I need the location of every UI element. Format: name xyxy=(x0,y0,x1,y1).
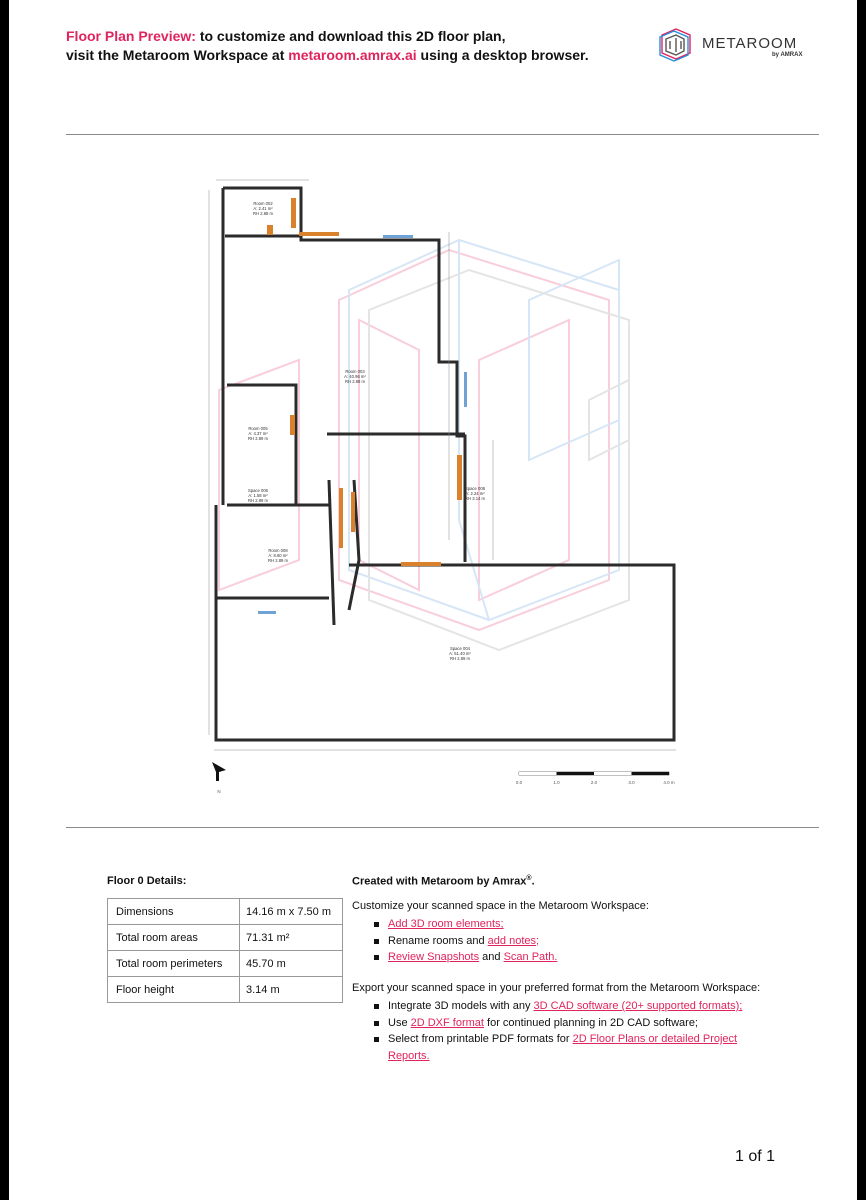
north-arrow xyxy=(212,762,226,794)
3d-cad-software-link[interactable]: 3D CAD software (20+ supported formats); xyxy=(533,1000,743,1012)
scale-label-4: 4.0 m xyxy=(663,780,675,785)
scale-label-1: 1.0 xyxy=(553,780,560,785)
created-title xyxy=(352,875,535,888)
walls xyxy=(216,188,674,740)
north-arrow-icon xyxy=(212,762,226,781)
top-divider xyxy=(66,134,819,135)
export-list xyxy=(371,998,771,1064)
room-003-height: RH 2.89 m xyxy=(344,379,366,384)
space-006-name: Space 006 xyxy=(247,488,269,493)
export-intro: Export your scanned space in your preferred format from the Metaroom Workspace: xyxy=(352,982,761,994)
room-003-name: Room 003 xyxy=(345,369,365,374)
metaroom-cube-icon xyxy=(654,25,696,65)
room-008-area: A: 8.60 m² xyxy=(268,553,288,558)
integrate-text: Integrate 3D models with any xyxy=(388,1000,534,1012)
list-item xyxy=(371,998,771,1015)
rename-text: Rename rooms and xyxy=(388,934,488,947)
customize-intro: Customize your scanned space in the Metaroom Workspace: xyxy=(352,900,649,912)
detail-label: Total room perimeters xyxy=(108,951,240,977)
space-006-area: A: 1.58 m² xyxy=(248,493,268,498)
created-title-text: Created with Metaroom by Amrax xyxy=(352,875,527,888)
created-title-end: . xyxy=(531,875,535,888)
room-005-area: A: 4.37 m² xyxy=(248,431,268,436)
detail-value: 45.70 m xyxy=(240,951,343,977)
logo-wordmark: METAROOM xyxy=(702,35,798,52)
room-002-name: Room 002 xyxy=(253,201,273,206)
space-008-area: A: 2.24 m² xyxy=(465,491,485,496)
document-page xyxy=(9,0,857,1200)
room-002-area: A: 2.41 m² xyxy=(253,206,273,211)
header-line1: to customize and download this 2D floor plan, xyxy=(195,28,506,44)
room-005-name: Room 005 xyxy=(248,426,268,431)
room-labels xyxy=(248,201,486,661)
pdf-reports-link[interactable]: 2D Floor Plans or detailed Project Reports. xyxy=(388,1033,738,1062)
list-item xyxy=(371,933,771,950)
header-line2-end: using a desktop browser. xyxy=(416,47,589,63)
detail-value: 14.16 m x 7.50 m xyxy=(240,899,343,925)
north-label: N xyxy=(217,789,221,794)
preview-label: Floor Plan Preview: xyxy=(66,28,196,44)
2d-dxf-link[interactable]: 2D DXF format xyxy=(410,1016,484,1029)
list-item xyxy=(371,949,771,966)
page-number: 1 of 1 xyxy=(735,1148,776,1165)
registered-mark: ® xyxy=(526,875,532,882)
detail-label: Floor height xyxy=(108,977,240,1003)
metaroom-logo xyxy=(654,25,824,65)
select-pdf-text: Select from printable PDF formats for xyxy=(388,1033,573,1045)
scale-label-3: 3.0 xyxy=(628,780,635,785)
floor-details-table xyxy=(107,898,343,1003)
detail-label: Dimensions xyxy=(108,899,240,925)
windows xyxy=(258,235,467,614)
detail-label: Total room areas xyxy=(108,925,240,951)
space-008-name: Space 008 xyxy=(464,486,486,491)
preview-header xyxy=(66,27,589,65)
space-004-name: Space 004 xyxy=(449,646,471,651)
space-006-height: RH 2.89 m xyxy=(247,498,269,503)
list-item xyxy=(371,916,771,933)
use-text: Use xyxy=(388,1016,411,1029)
scan-path-link[interactable]: Scan Path. xyxy=(503,951,558,963)
watermark xyxy=(219,240,629,650)
room-002-height: RH 2.88 m xyxy=(252,211,274,216)
table-row xyxy=(108,925,343,951)
scale-bar xyxy=(516,772,675,785)
room-008-height: RH 2.89 m xyxy=(267,558,289,563)
floor-plan xyxy=(9,140,857,820)
header-line2-start: visit the Metaroom Workspace at xyxy=(66,47,289,63)
space-004-height: RH 2.89 m xyxy=(449,656,471,661)
room-003-area: A: 40.96 m² xyxy=(344,374,366,379)
logo-byline: by AMRAX xyxy=(772,52,803,58)
customize-list xyxy=(371,916,771,966)
review-snapshots-link[interactable]: Review Snapshots xyxy=(388,951,480,963)
table-row xyxy=(108,951,343,977)
middle-divider xyxy=(66,827,819,828)
add-notes-link[interactable]: add notes; xyxy=(487,934,540,947)
room-005-height: RH 2.89 m xyxy=(247,436,269,441)
dxf-post-text: for continued planning in 2D CAD software; xyxy=(483,1016,698,1029)
table-row xyxy=(108,977,343,1003)
scale-label-0: 0.0 xyxy=(515,780,523,785)
space-008-height: RH 3.14 m xyxy=(464,496,486,501)
add-3d-elements-link[interactable]: Add 3D room elements; xyxy=(388,918,504,930)
workspace-url-link[interactable]: metaroom.amrax.ai xyxy=(288,47,417,63)
room-008-name: Room 008 xyxy=(268,548,288,553)
list-item xyxy=(371,1015,771,1032)
detail-value: 71.31 m² xyxy=(240,925,343,951)
and-text: and xyxy=(479,951,504,963)
scale-label-2: 2.0 xyxy=(590,780,598,785)
space-004-area: A: 51.40 m² xyxy=(449,651,471,656)
table-row xyxy=(108,899,343,925)
detail-value: 3.14 m xyxy=(240,977,343,1003)
list-item xyxy=(371,1031,771,1064)
floor-details-title: Floor 0 Details: xyxy=(107,875,187,887)
